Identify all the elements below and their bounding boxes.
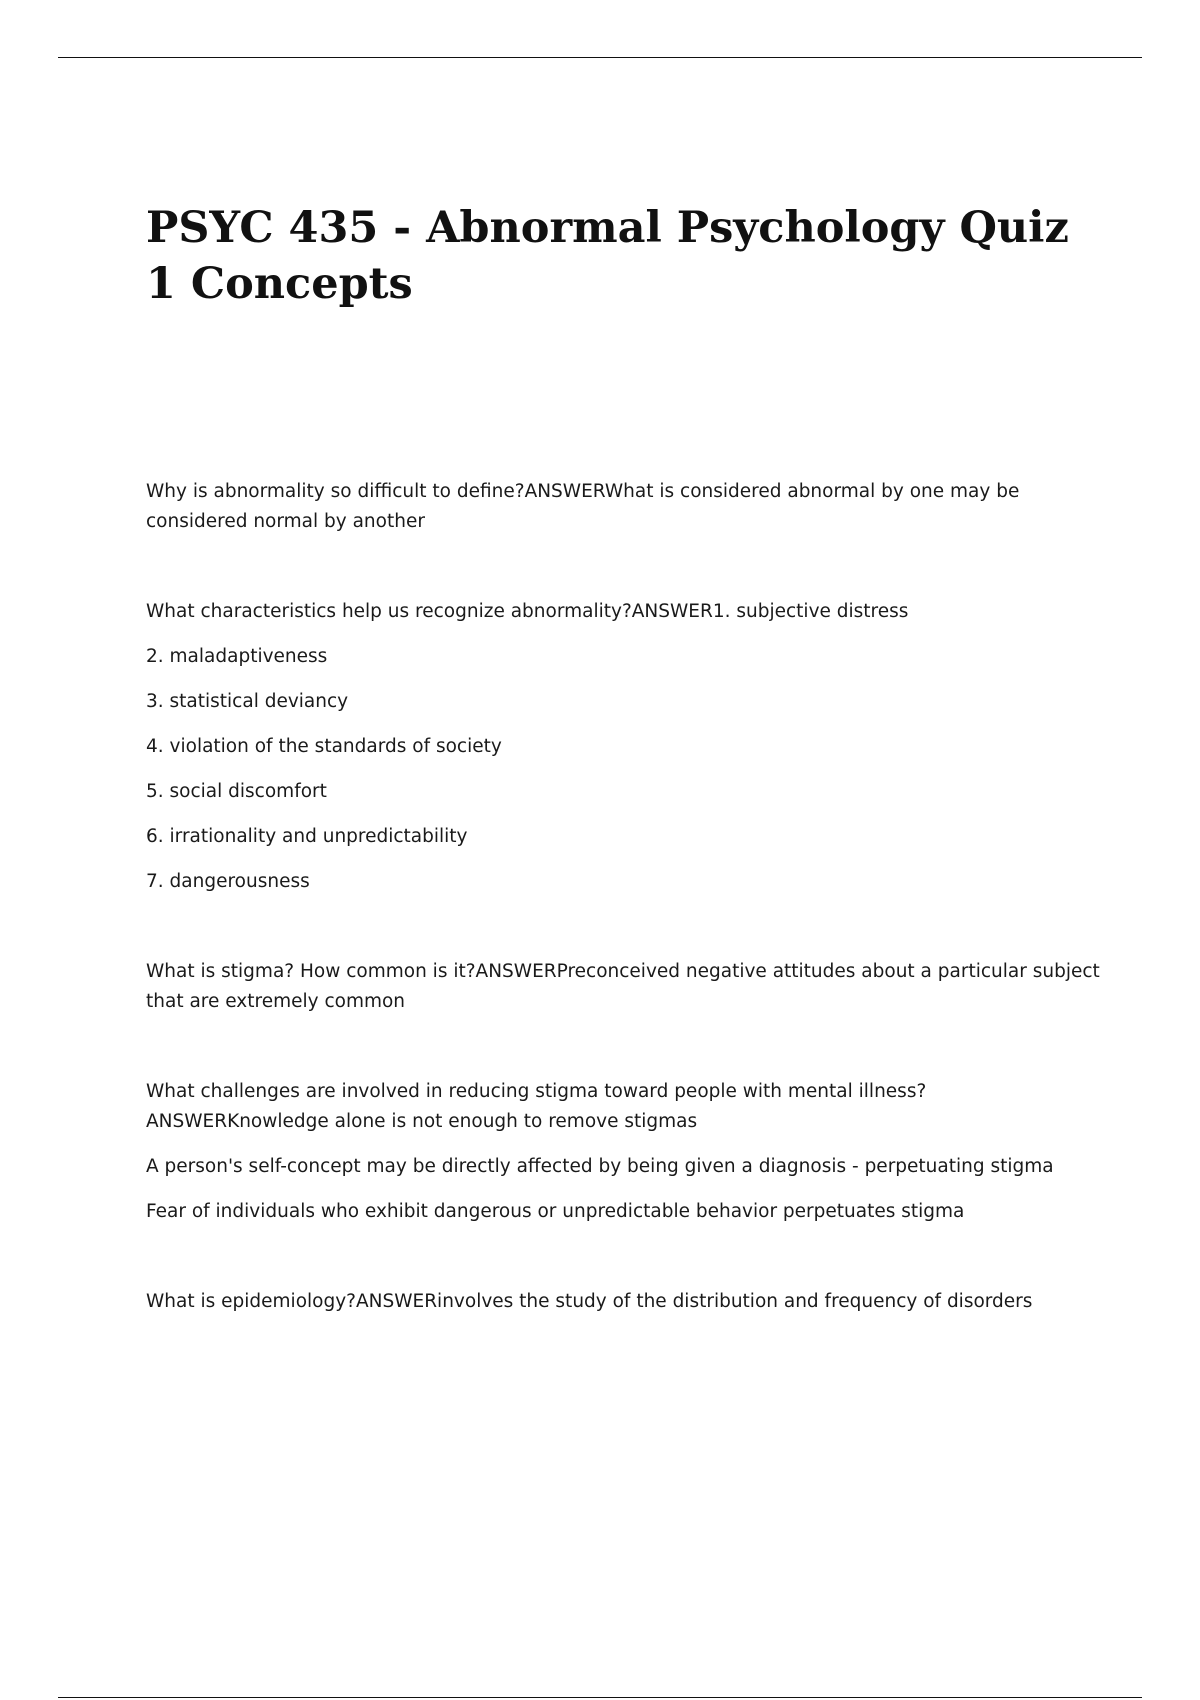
qa-paragraph: What is stigma? How common is it?ANSWERPreconceived negative attitudes about a particular subject that are extremely common [146, 961, 1100, 1012]
qa-paragraph: A person's self-concept may be directly affected by being given a diagnosis - perpetuating stigma [146, 1156, 1054, 1177]
qa-list-item: 7. dangerousness [146, 871, 310, 892]
top-rule [58, 57, 1142, 58]
qa-item-abnormality-characteristics [146, 597, 1106, 897]
qa-paragraph: What challenges are involved in reducing stigma toward people with mental illness?ANSWERKnowledge alone is not enough to remove stigmas [146, 1081, 927, 1132]
qa-paragraph: What characteristics help us recognize abnormality?ANSWER1. subjective distress [146, 601, 909, 622]
qa-item-stigma [146, 957, 1106, 1017]
qa-paragraph: Fear of individuals who exhibit dangerous or unpredictable behavior perpetuates stigma [146, 1201, 965, 1222]
qa-item-epidemiology [146, 1287, 1106, 1317]
qa-paragraph: What is epidemiology?ANSWERinvolves the study of the distribution and frequency of disorders [146, 1291, 1033, 1312]
bottom-rule [58, 1697, 1142, 1698]
document-body [146, 477, 1106, 1317]
qa-item-stigma-challenges [146, 1077, 1106, 1227]
qa-list-item: 2. maladaptiveness [146, 646, 328, 667]
qa-list-item: 6. irrationality and unpredictability [146, 826, 468, 847]
qa-list-item: 4. violation of the standards of society [146, 736, 502, 757]
qa-paragraph: Why is abnormality so difficult to define?ANSWERWhat is considered abnormal by one may be considered normal by another [146, 481, 1020, 532]
qa-list-item: 3. statistical deviancy [146, 691, 349, 712]
document-title: PSYC 435 - Abnormal Psychology Quiz 1 Concepts [146, 203, 1069, 309]
qa-item-abnormality-definition [146, 477, 1106, 537]
qa-list-item: 5. social discomfort [146, 781, 327, 802]
